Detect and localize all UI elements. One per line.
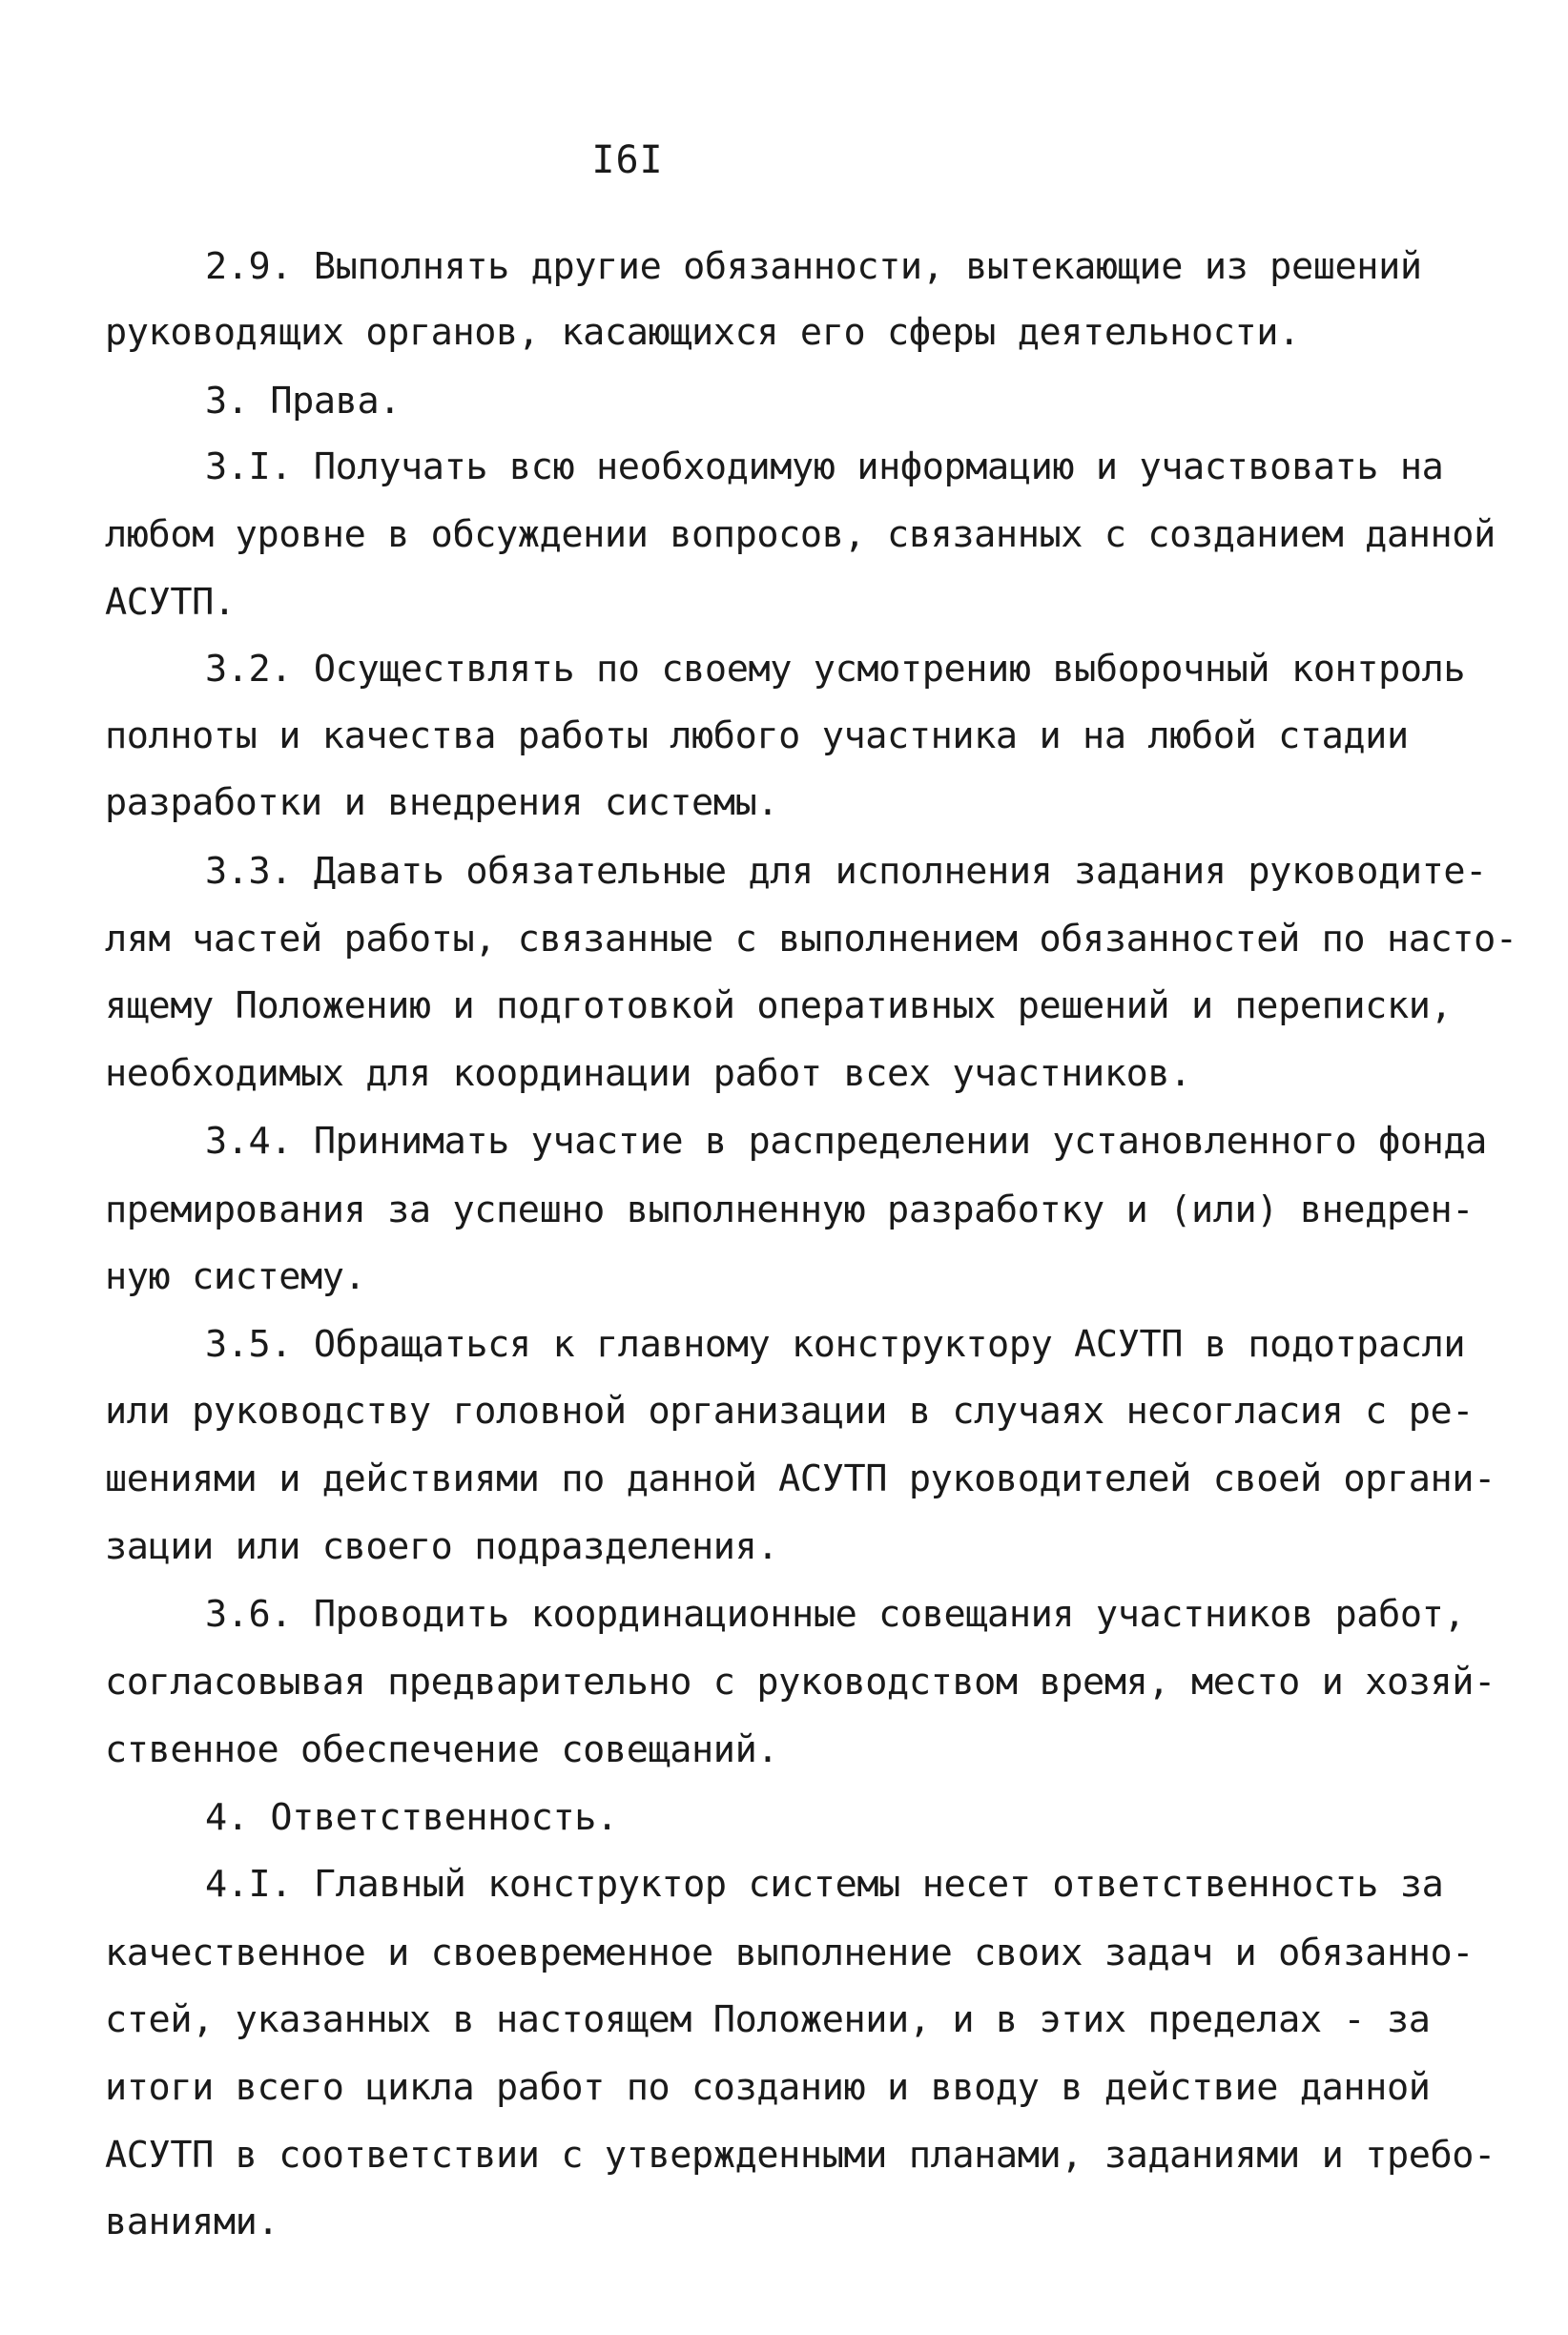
text-line: АСУТП.: [105, 581, 236, 624]
text-line: разработки и внедрения системы.: [105, 781, 779, 824]
text-line: итоги всего цикла работ по созданию и вводу в действие данной: [105, 2066, 1431, 2109]
text-line: качественное и своевременное выполнение своих задач и обязанно-: [105, 1932, 1475, 1974]
text-line: 3.4. Принимать участие в распределении установленного фонда: [205, 1120, 1487, 1163]
text-line: 4.I. Главный конструктор системы несет ответственность за: [205, 1863, 1444, 1906]
text-line: 2.9. Выполнять другие обязанности, вытекающие из решений: [205, 245, 1422, 288]
text-line: ную систему.: [105, 1255, 366, 1298]
text-line: 3.I. Получать всю необходимую информацию и участвовать на: [205, 445, 1444, 488]
text-line: ственное обеспечение совещаний.: [105, 1728, 779, 1771]
text-line: лям частей работы, связанные с выполнением обязанностей по насто-: [105, 918, 1517, 961]
text-line: 3.3. Давать обязательные для исполнения задания руководите-: [205, 850, 1487, 893]
text-line: руководящих органов, касающихся его сферы деятельности.: [105, 311, 1300, 354]
text-line: шениями и действиями по данной АСУТП руководителей своей органи-: [105, 1457, 1496, 1500]
text-line: любом уровне в обсуждении вопросов, связанных с созданием данной: [105, 513, 1496, 556]
text-line: ящему Положению и подготовкой оперативных решений и переписки,: [105, 984, 1453, 1027]
text-line: стей, указанных в настоящем Положении, и в этих пределах - за: [105, 1998, 1431, 2041]
text-line: премирования за успешно выполненную разработку и (или) внедрен-: [105, 1188, 1475, 1231]
text-line: 3.2. Осуществлять по своему усмотрению выборочный контроль: [205, 648, 1466, 691]
text-line: полноты и качества работы любого участника и на любой стадии: [105, 714, 1409, 757]
text-line: необходимых для координации работ всех участников.: [105, 1052, 1191, 1095]
page-number: I6I: [591, 138, 664, 182]
section-heading: 3. Права.: [205, 380, 402, 423]
text-line: 3.5. Обращаться к главному конструктору АСУТП в подотрасли: [205, 1323, 1466, 1366]
text-line: АСУТП в соответствии с утвержденными планами, заданиями и требо-: [105, 2134, 1496, 2177]
section-heading: 4. Ответственность.: [205, 1796, 618, 1839]
text-line: или руководству головной организации в случаях несогласия с ре-: [105, 1390, 1475, 1433]
text-line: 3.6. Проводить координационные совещания участников работ,: [205, 1593, 1466, 1636]
text-line: зации или своего подразделения.: [105, 1525, 779, 1568]
text-line: ваниями.: [105, 2201, 279, 2243]
text-line: согласовывая предварительно с руководством время, место и хозяй-: [105, 1661, 1496, 1704]
